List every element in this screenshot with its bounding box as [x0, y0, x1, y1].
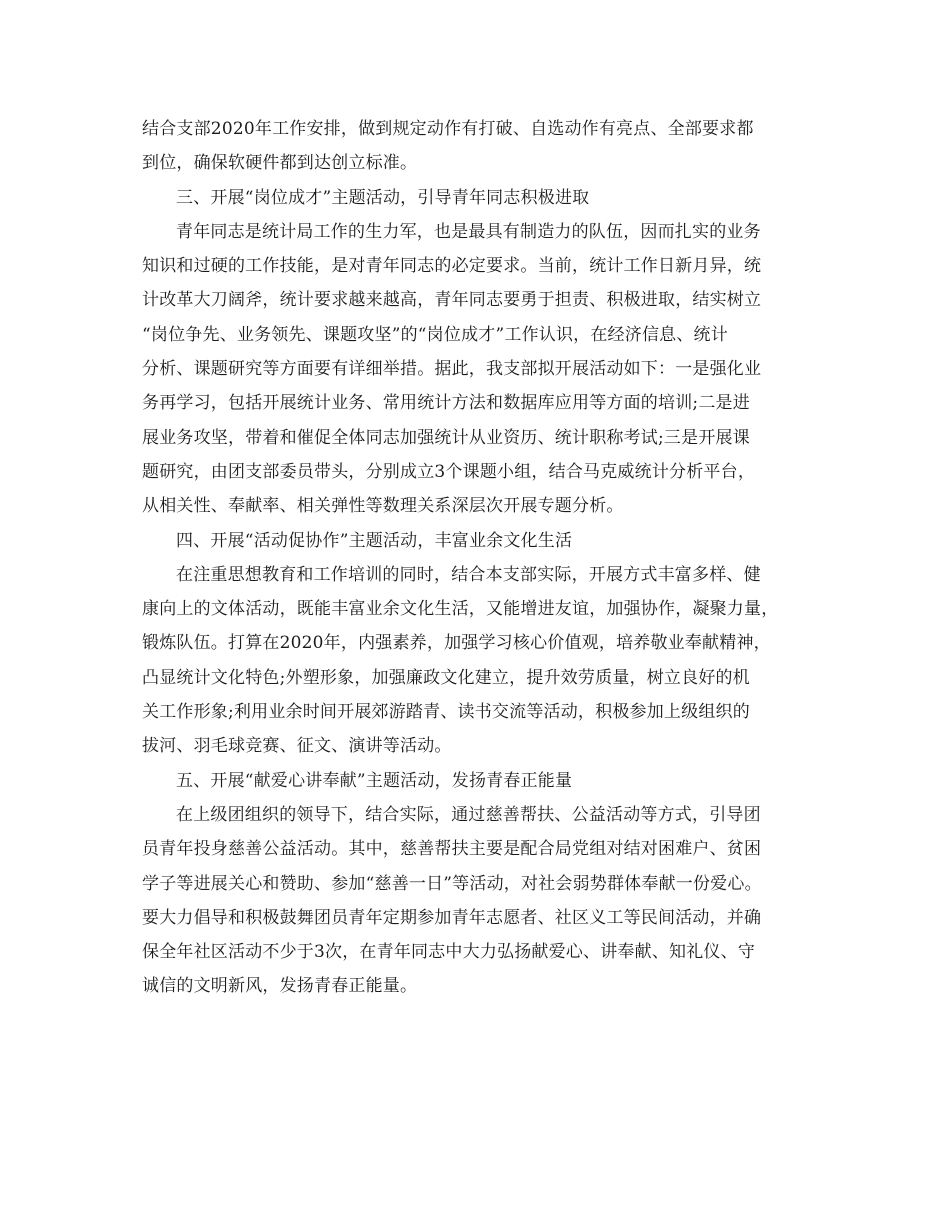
document-body — [142, 112, 826, 1004]
text-line: 计改革大刀阔斧，统计要求越来越高，青年同志要勇于担责、积极进取，结实树立 — [142, 290, 762, 311]
paragraph-first-line: 五、开展“献爱心讲奉献”主题活动，发扬青春正能量 — [176, 770, 573, 791]
text-line: 到位，确保软硬件都到达创立标准。 — [142, 153, 418, 174]
text-line: 题研究，由团支部委员带头，分别成立3个课题小组，结合马克威统计分析平台， — [142, 461, 756, 482]
text-line: 凸显统计文化特色;外塑形象，加强廉政文化建立，提升效劳质量，树立良好的机 — [142, 667, 750, 688]
text-line: 务再学习，包括开展统计业务、常用统计方法和数据库应用等方面的培训;二是进 — [142, 393, 750, 414]
paragraph-first-line: 四、开展“活动促协作”主题活动，丰富业余文化生活 — [176, 530, 573, 551]
text-line: 从相关性、奉献率、相关弹性等数理关系深层次开展专题分析。 — [142, 496, 624, 517]
paragraph-first-line: 在注重思想教育和工作培训的同时，结合本支部实际，开展方式丰富多样、健 — [176, 564, 761, 585]
text-line: 员青年投身慈善公益活动。其中，慈善帮扶主要是配合局党组对结对困难户、贫困 — [142, 839, 762, 860]
text-line: 拔河、羽毛球竞赛、征文、演讲等活动。 — [142, 736, 452, 757]
text-line: 展业务攻坚，带着和催促全体同志加强统计从业资历、统计职称考试;三是开展课 — [142, 427, 750, 448]
text-line: 学子等进展关心和赞助、参加“慈善一日”等活动，对社会弱势群体奉献一份爱心。 — [142, 873, 762, 894]
text-line: 保全年社区活动不少于3次，在青年同志中大力弘扬献爱心、讲奉献、知礼仪、守 — [142, 942, 756, 963]
paragraph-first-line: 在上级团组织的领导下，结合实际，通过慈善帮扶、公益活动等方式，引导团 — [176, 804, 761, 825]
paragraph-first-line: 青年同志是统计局工作的生力军，也是最具有制造力的队伍，因而扎实的业务 — [176, 221, 761, 242]
text-line: 锻炼队伍。打算在2020年，内强素养，加强学习核心价值观，培养敬业奉献精神， — [142, 633, 771, 654]
text-line: 关工作形象;利用业余时间开展郊游踏青、读书交流等活动，积极参加上级组织的 — [142, 702, 750, 723]
paragraph-first-line: 三、开展“岗位成才”主题活动，引导青年同志积极进取 — [176, 187, 590, 208]
text-line: 结合支部2020年工作安排，做到规定动作有打破、自选动作有亮点、全部要求都 — [142, 119, 754, 139]
text-line: 诚信的文明新风，发扬青春正能量。 — [142, 976, 418, 997]
text-line: 知识和过硬的工作技能，是对青年同志的必定要求。当前，统计工作日新月异，统 — [142, 256, 762, 277]
text-line: 康向上的文体活动，既能丰富业余文化生活，又能增进友谊，加强协作，凝聚力量， — [142, 599, 779, 620]
text-line: “岗位争先、业务领先、课题攻坚”的“岗位成才”工作认识，在经济信息、统计 — [142, 324, 728, 345]
text-line: 分析、课题研究等方面要有详细举措。据此，我支部拟开展活动如下：一是强化业 — [142, 359, 762, 380]
text-line: 要大力倡导和积极鼓舞团员青年定期参加青年志愿者、社区义工等民间活动，并确 — [142, 907, 762, 928]
